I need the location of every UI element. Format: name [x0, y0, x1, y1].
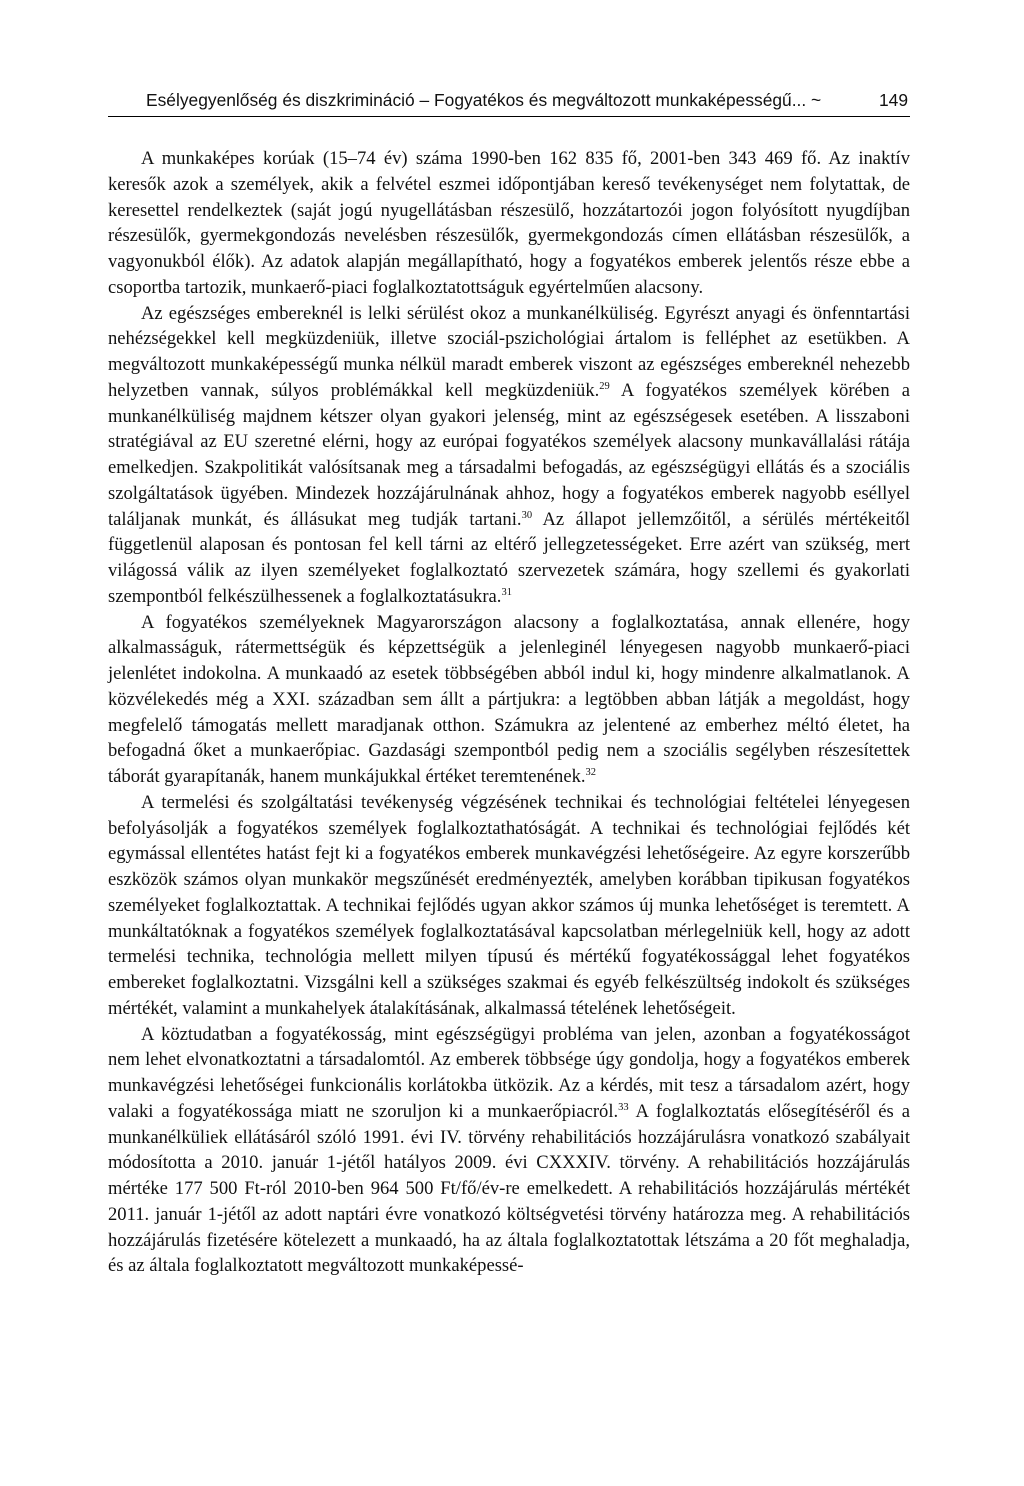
footnote-reference: 31: [501, 586, 512, 598]
body-text: [108, 146, 910, 1279]
running-header: [108, 84, 910, 117]
page-number: 149: [878, 90, 908, 110]
footnote-reference: 29: [599, 380, 610, 392]
paragraph: [108, 610, 910, 790]
paragraph-text: A termelési és szolgáltatási tevékenység végzésének technikai és technológiai feltételei lényegesen befolyásolják a fogyatékos személyek foglalkoztathatóságát. A technikai és technológiai fejlődés két egymással ellentétes hatást fejt ki a fogyatékos emberek munkavégzési lehetőségeire. Az egyre korszerűbb eszközök számos olyan munkakör megszűnését eredményezték, amelyben korábban tipikusan fogyatékos személyeket foglalkoztattak. A technikai fejlődés ugyan akkor számos új munka lehetőséget is teremtett. A munkáltatóknak a fogyatékos személyek foglalkoztatásával kapcsolatban mérlegelniük kell, hogy az adott termelési technika, technológia mellett milyen típusú és mértékű fogyatékossággal lehet fogyatékos embereket foglalkoztatni. Vizsgálni kell a szükséges szakmai és egyéb felkészültség indokolt és szükséges mértékét, valamint a munkahelyek átalakításának, alkalmassá tételének lehetőségeit.: [108, 791, 910, 1019]
footnote-reference: 30: [521, 509, 533, 521]
footnote-reference: 33: [618, 1101, 629, 1113]
paragraph: [108, 790, 910, 1022]
paragraph-text: A fogyatékos személyeknek Magyarországon alacsony a foglalkoztatása, annak ellenére, hogy alkalmasságuk, rátermettségük és képzettségük a jelenleginél lényegesen nagyobb munkaerő-piaci jelenlétet indokolna. A munkaadó az esetek többségében abból indul ki, hogy mindenre alkalmatlanok. A közvélekedés még a XXI. században sem állt a pártjukra: a legtöbben abban látják a megoldást, hogy megfelelő támogatás mellett maradjanak otthon. Számukra az jelentené az emberhez méltó életet, ha befogadná őket a munkaerőpiac. Gazdasági szempontból pedig nem a szociális segélyben részesítettek táborát gyarapítanák, hanem munkájukkal értéket teremtenének.: [108, 611, 910, 787]
paragraph-text: A köztudatban a fogyatékosság, mint egészségügyi probléma van jelen, azonban a fogyatékosságot nem lehet elvonatkoztatni a társadalomtól. Az emberek többsége úgy gondolja, hogy a fogyatékos emberek munkavégzési lehetőségei funkcionális korlátokba ütközik. Az a kérdés, mit tesz a társadalom azért, hogy valaki a fogyatékossága miatt ne szoruljon ki a munkaerőpiacról.: [108, 1023, 910, 1122]
paragraph-text: Az állapot jellemzőitől, a sérülés mértékeitől függetlenül alaposan és pontosan fel kell tárni az eltérő jellegzetességeket. Erre azért van szükség, mert világossá válik az ilyen személyeket foglalkoztató szervezetek számára, hogy szellemi és gyakorlati szempontból felkészülhessenek a foglalkoztatásukra.: [108, 508, 910, 607]
paragraph: [108, 301, 910, 610]
running-header-title: Esélyegyenlőség és diszkrimináció – Fogyatékos és megváltozott munkaképességű... ~: [146, 90, 822, 110]
paragraph-text: Az egészséges embereknél is lelki sérülést okoz a munkanélküliség. Egyrészt anyagi és önfenntartási nehézségekkel kell megküzdeniük, illetve szociál-pszichológiai ártalom is felléphet az esetükben. A megváltozott munkaképességű munka nélkül maradt emberek viszont az egészséges embereknél nehezebb helyzetben vannak, súlyos problémákkal kell megküzdeniük.: [108, 302, 910, 401]
footnote-reference: 32: [585, 767, 597, 778]
book-page: [108, 0, 910, 1486]
paragraph: [108, 1022, 910, 1280]
paragraph-text: A foglalkoztatás elősegítéséről és a munkanélküliek ellátásáról szóló 1991. évi IV. törvény rehabilitációs hozzájárulásra vonatkozó szabályait módosította a 2010. január 1-jétől hatályos 2009. évi CXXXIV. törvény. A rehabilitációs hozzájárulás mértéke 177 500 Ft-ról 2010-ben 964 500 Ft/fő/év-re emelkedett. A rehabilitációs hozzájárulás mértékét 2011. január 1-jétől az adott naptári évre vonatkozó költségvetési törvény határozza meg. A rehabilitációs hozzájárulás fizetésére kötelezett a munkaadó, ha az általa foglalkoztatottak létszáma a 20 főt meghaladja, és az általa foglalkoztatott megváltozott munkaképessé-: [108, 1100, 910, 1277]
paragraph-text: A fogyatékos személyek körében a munkanélküliség majdnem kétszer olyan gyakori jelenség, mint az egészségesek esetében. A lisszaboni stratégiával az EU szeretné elérni, hogy az európai fogyatékos személyek alacsony munkavállalási rátája emelkedjen. Szakpolitikát valósítsanak meg a társadalmi befogadás, az egészségügyi ellátás és a szociális szolgáltatások ügyében. Mindezek hozzájárulnának ahhoz, hogy a fogyatékos emberek nagyobb eséllyel találjanak munkát, és állásukat meg tudják tartani.: [108, 379, 910, 530]
paragraph-text: A munkaképes korúak (15–74 év) száma 1990-ben 162 835 fő, 2001-ben 343 469 fő. Az inaktív keresők azok a személyek, akik a felvétel eszmei időpontjában kereső tevékenységet nem folytattak, de keresettel rendelkeztek (saját jogú nyugellátásban részesülő, hozzátartozói jogon folyósított nyugdíjban részesülők, gyermekgondozás nevelésben részesülők, gyermekgondozás címen ellátásban részesülők, a vagyonukból élők). Az adatok alapján megállapítható, hogy a fogyatékos emberek jelentős része ebbe a csoportba tartozik, munkaerő-piaci foglalkoztatottságuk egyértelműen alacsony.: [108, 148, 910, 298]
paragraph: [108, 146, 910, 301]
